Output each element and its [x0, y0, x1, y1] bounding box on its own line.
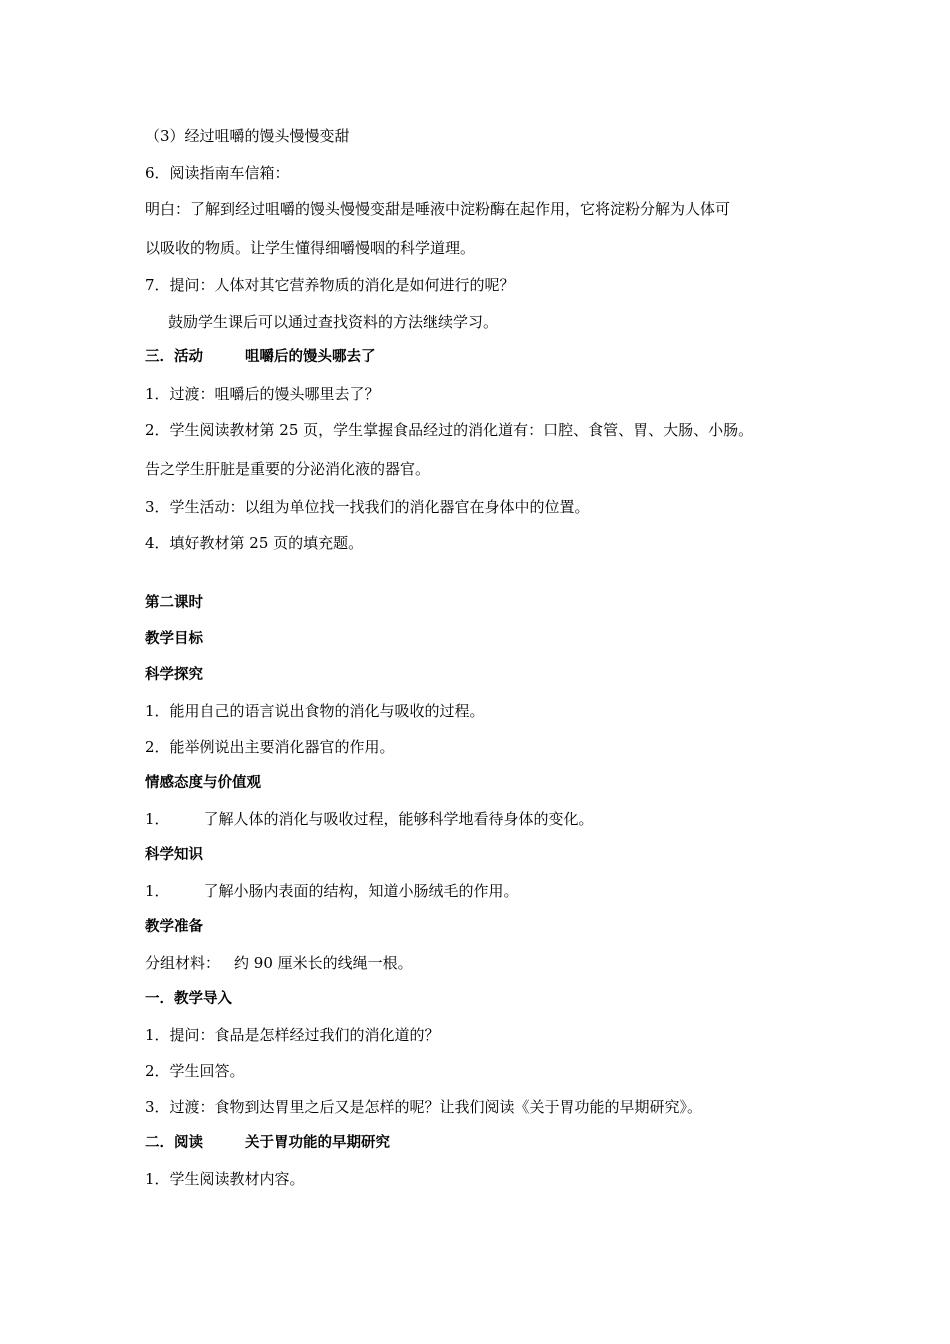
item-number: 1．	[145, 882, 170, 900]
section-heading	[145, 1133, 390, 1153]
item-text: 了解小肠内表面的结构，知道小肠绒毛的作用。	[203, 882, 519, 900]
text-line	[145, 953, 413, 973]
text-line	[145, 881, 519, 901]
text-line: 2．学生阅读教材第 25 页，学生掌握食品经过的消化道有：口腔、食管、胃、大肠、小肠。	[145, 421, 754, 439]
subsection-heading: 科学探究	[145, 667, 203, 683]
text-line: 6．阅读指南车信箱：	[145, 164, 290, 182]
text-line: 以吸收的物质。让学生懂得细嚼慢咽的科学道理。	[145, 239, 476, 257]
text-line: 2．能举例说出主要消化器官的作用。	[145, 738, 395, 756]
lesson-heading: 第二课时	[145, 595, 203, 611]
section-title: 关于胃功能的早期研究	[245, 1135, 390, 1151]
materials-text: 约 90 厘米长的线绳一根。	[234, 954, 413, 972]
item-text: 了解人体的消化与吸收过程，能够科学地看待身体的变化。	[203, 810, 594, 828]
item-number: 1．	[145, 810, 170, 828]
section-heading: 一．教学导入	[145, 991, 232, 1007]
text-line: 3．过渡：食物到达胃里之后又是怎样的呢？让我们阅读《关于胃功能的早期研究》。	[145, 1098, 703, 1116]
materials-label: 分组材料：	[145, 954, 221, 972]
section-title: 咀嚼后的馒头哪去了	[245, 349, 376, 365]
text-line: 2．学生回答。	[145, 1062, 245, 1080]
text-line: 告之学生肝脏是重要的分泌消化液的器官。	[145, 460, 431, 478]
section-heading	[145, 347, 376, 367]
section-number: 二．阅读	[145, 1135, 203, 1151]
subsection-heading: 科学知识	[145, 847, 203, 863]
text-line: 1．过渡：咀嚼后的馒头哪里去了？	[145, 385, 380, 403]
text-line	[145, 809, 594, 829]
section-heading: 教学准备	[145, 919, 203, 935]
text-line: 4．填好教材第 25 页的填充题。	[145, 534, 364, 552]
text-line: 1．能用自己的语言说出食物的消化与吸收的过程。	[145, 702, 485, 720]
text-line: （3）经过咀嚼的馒头慢慢变甜	[145, 127, 350, 145]
text-line: 3．学生活动：以组为单位找一找我们的消化器官在身体中的位置。	[145, 498, 590, 516]
section-heading: 教学目标	[145, 631, 203, 647]
subsection-heading: 情感态度与价值观	[145, 775, 261, 791]
text-line: 1．提问：食品是怎样经过我们的消化道的？	[145, 1026, 440, 1044]
text-line: 鼓励学生课后可以通过查找资料的方法继续学习。	[168, 313, 499, 331]
text-line: 7．提问：人体对其它营养物质的消化是如何进行的呢？	[145, 276, 515, 294]
text-line: 1．学生阅读教材内容。	[145, 1170, 305, 1188]
text-line: 明白：了解到经过咀嚼的馒头慢慢变甜是唾液中淀粉酶在起作用，它将淀粉分解为人体可	[145, 200, 731, 218]
section-number: 三．活动	[145, 349, 203, 365]
